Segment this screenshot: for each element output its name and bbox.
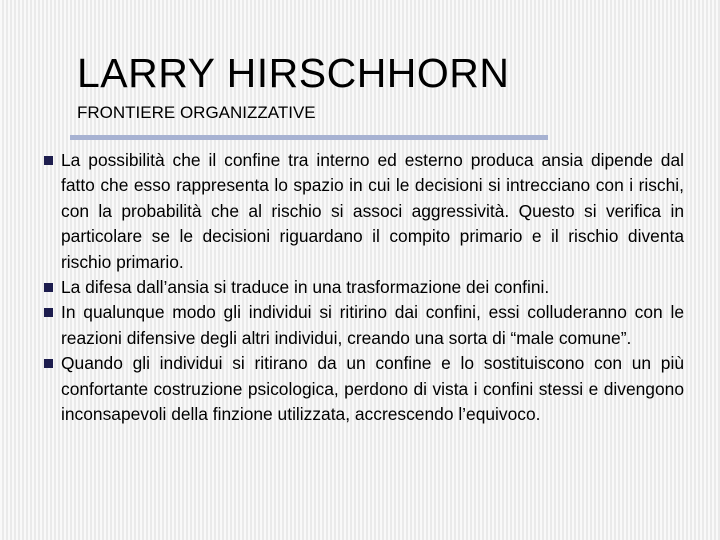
square-bullet-icon (44, 156, 53, 165)
bullet-text: In qualunque modo gli individui si ritirino dai confini, essi colluderanno con le reazioni difensive degli altri individui, creando una sorta di “male comune”. (61, 302, 684, 348)
bullet-text: La difesa dall’ansia si traduce in una trasformazione dei confini. (61, 277, 550, 298)
bullet-item (42, 275, 684, 300)
square-bullet-icon (44, 359, 53, 368)
slide-subtitle: FRONTIERE ORGANIZZATIVE (77, 103, 316, 122)
bullet-list (42, 148, 684, 427)
bullet-text: Quando gli individui si ritirano da un confine e lo sostituiscono con un più confortante costruzione psicologica, perdono di vista i confini stessi e divengono inconsapevoli della finzione utilizzata, accrescendo l’equivoco. (61, 353, 684, 425)
slide-title: LARRY HIRSCHHORN (77, 50, 510, 96)
bullet-item (42, 148, 684, 275)
square-bullet-icon (44, 308, 53, 317)
title-divider (70, 135, 548, 140)
bullet-item (42, 300, 684, 351)
bullet-text: La possibilità che il confine tra interno ed esterno produca ansia dipende dal fatto che esso rappresenta lo spazio in cui le decisioni si intrecciano con i rischi, con la probabilità che al rischio si associ aggressività. Questo si verifica in particolare se le decisioni riguardano il compito primario e il rischio diventa rischio primario. (61, 150, 684, 272)
bullet-item (42, 351, 684, 427)
square-bullet-icon (44, 283, 53, 292)
